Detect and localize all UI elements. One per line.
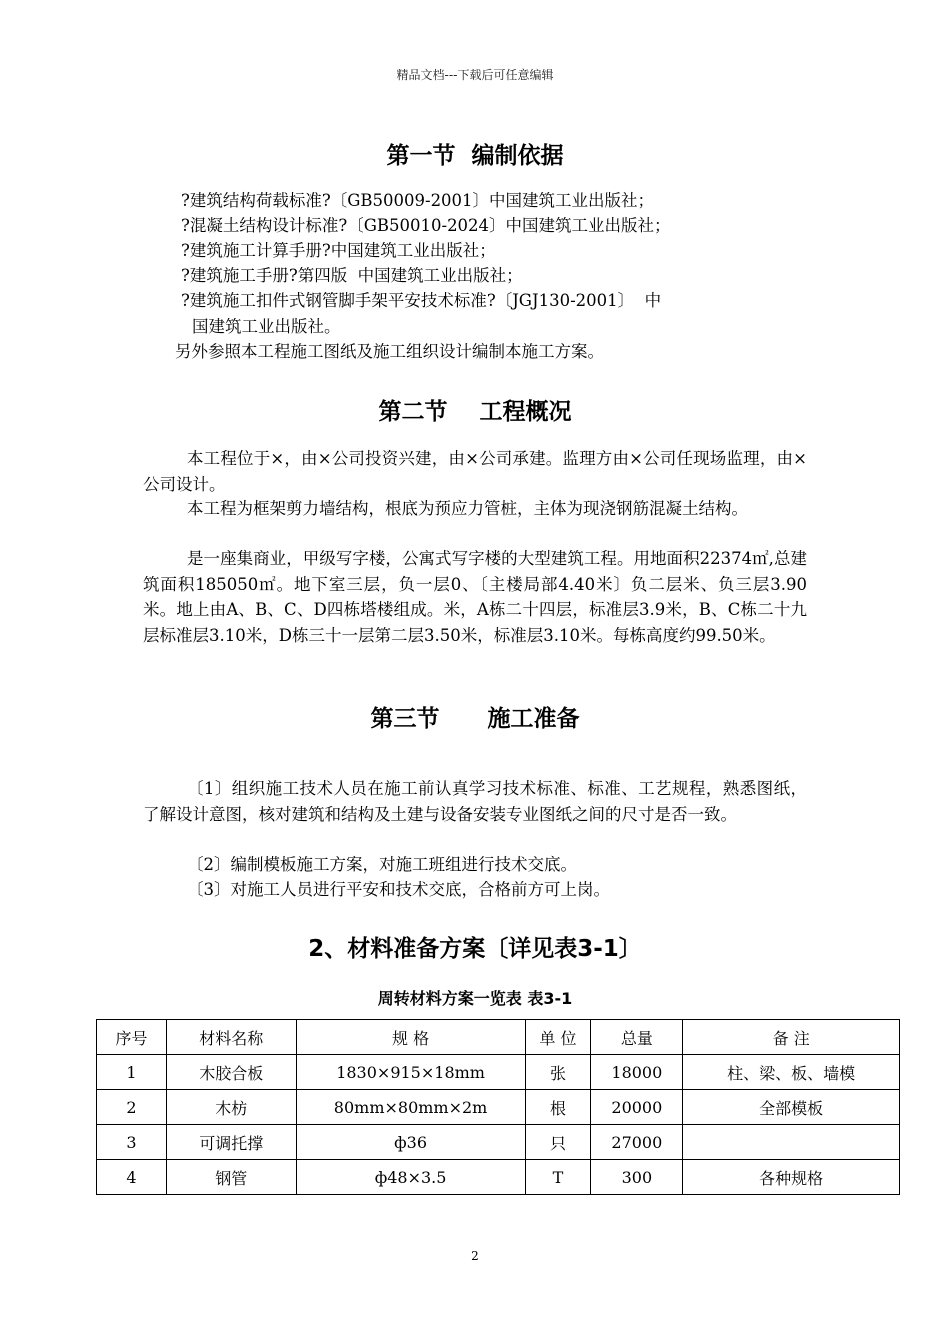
column-header: 总量 — [591, 1020, 683, 1055]
table-cell: ф36 — [296, 1125, 525, 1160]
table-row — [97, 1055, 900, 1090]
page-header: 精品文档---下载后可任意编辑 — [396, 68, 554, 82]
table-cell: 全部模板 — [683, 1090, 900, 1125]
table-cell: 根 — [525, 1090, 591, 1125]
reference-note: 另外参照本工程施工图纸及施工组织设计编制本施工方案。 — [175, 342, 604, 361]
table-cell: 18000 — [591, 1055, 683, 1090]
table-cell: T — [525, 1160, 591, 1195]
materials-table — [96, 1019, 900, 1195]
section2-title: 第二节 工程概况 — [378, 399, 572, 425]
table-row — [97, 1090, 900, 1125]
column-header: 单 位 — [525, 1020, 591, 1055]
reference-item: ?混凝土结构设计标准?〔GB50010-2024〕中国建筑工业出版社； — [181, 216, 671, 235]
column-header: 序号 — [97, 1020, 167, 1055]
overview-paragraph: 是一座集商业，甲级写字楼，公寓式写字楼的大型建筑工程。用地面积22374㎡,总建筑面积185050㎡。地下室三层，负一层0、〔主楼局部4.40米〕负二层米、负三层3.90米。地上由A、B、C、D四栋塔楼组成。米，A栋二十四层，标准层3.9米，B、C栋二十九层标准层3.10米，D栋三十一层第二层3.50米，标准层3.10米。每栋高度约99.50米。 — [143, 549, 807, 645]
table-cell: 300 — [591, 1160, 683, 1195]
reference-item-continued: 国建筑工业出版社。 — [192, 317, 341, 336]
table-cell: 各种规格 — [683, 1160, 900, 1195]
table-cell: 木枋 — [166, 1090, 296, 1125]
table-cell: 27000 — [591, 1125, 683, 1160]
table-row — [97, 1160, 900, 1195]
table-cell: 80mm×80mm×2m — [296, 1090, 525, 1125]
table-cell: ф48×3.5 — [296, 1160, 525, 1195]
reference-item: ?建筑结构荷载标准?〔GB50009-2001〕中国建筑工业出版社； — [181, 191, 655, 210]
overview-paragraph: 本工程为框架剪力墙结构，根底为预应力管桩，主体为现浇钢筋混凝土结构。 — [187, 499, 748, 518]
table-cell — [683, 1125, 900, 1160]
reference-item: ?建筑施工手册?第四版 中国建筑工业出版社； — [181, 266, 523, 285]
table-header-row — [97, 1020, 900, 1055]
table-cell: 张 — [525, 1055, 591, 1090]
preparation-paragraph: 〔2〕编制模板施工方案，对施工班组进行技术交底。 — [187, 855, 577, 874]
overview-paragraph: 本工程位于×，由×公司投资兴建，由×公司承建。监理方由×公司任现场监理，由×公司设计。 — [143, 449, 807, 494]
table-row — [97, 1125, 900, 1160]
section1-title: 第一节 编制依据 — [386, 143, 564, 169]
table-cell: 木胶合板 — [166, 1055, 296, 1090]
table-caption: 周转材料方案一览表 表3-1 — [377, 989, 573, 1008]
section3-title: 第三节 施工准备 — [370, 706, 580, 732]
table-cell: 3 — [97, 1125, 167, 1160]
materials-title: 2、材料准备方案〔详见表3-1〕 — [308, 936, 642, 962]
table-cell: 4 — [97, 1160, 167, 1195]
table-cell: 只 — [525, 1125, 591, 1160]
table-cell: 1830×915×18mm — [296, 1055, 525, 1090]
preparation-paragraph: 〔3〕对施工人员进行平安和技术交底，合格前方可上岗。 — [187, 880, 610, 899]
page-number: 2 — [471, 1249, 479, 1263]
column-header: 材料名称 — [166, 1020, 296, 1055]
table-cell: 可调托撑 — [166, 1125, 296, 1160]
table-cell: 20000 — [591, 1090, 683, 1125]
preparation-paragraph: 〔1〕组织施工技术人员在施工前认真学习技术标准、标准、工艺规程，熟悉图纸，了解设计意图，核对建筑和结构及土建与设备安装专业图纸之间的尺寸是否一致。 — [143, 779, 807, 824]
table-cell: 2 — [97, 1090, 167, 1125]
table-cell: 1 — [97, 1055, 167, 1090]
reference-item: ?建筑施工扣件式钢管脚手架平安技术标准?〔JGJ130-2001〕 中 — [181, 291, 662, 310]
table-cell: 钢管 — [166, 1160, 296, 1195]
reference-item: ?建筑施工计算手册?中国建筑工业出版社； — [181, 241, 496, 260]
column-header: 规 格 — [296, 1020, 525, 1055]
column-header: 备 注 — [683, 1020, 900, 1055]
table-cell: 柱、梁、板、墙模 — [683, 1055, 900, 1090]
